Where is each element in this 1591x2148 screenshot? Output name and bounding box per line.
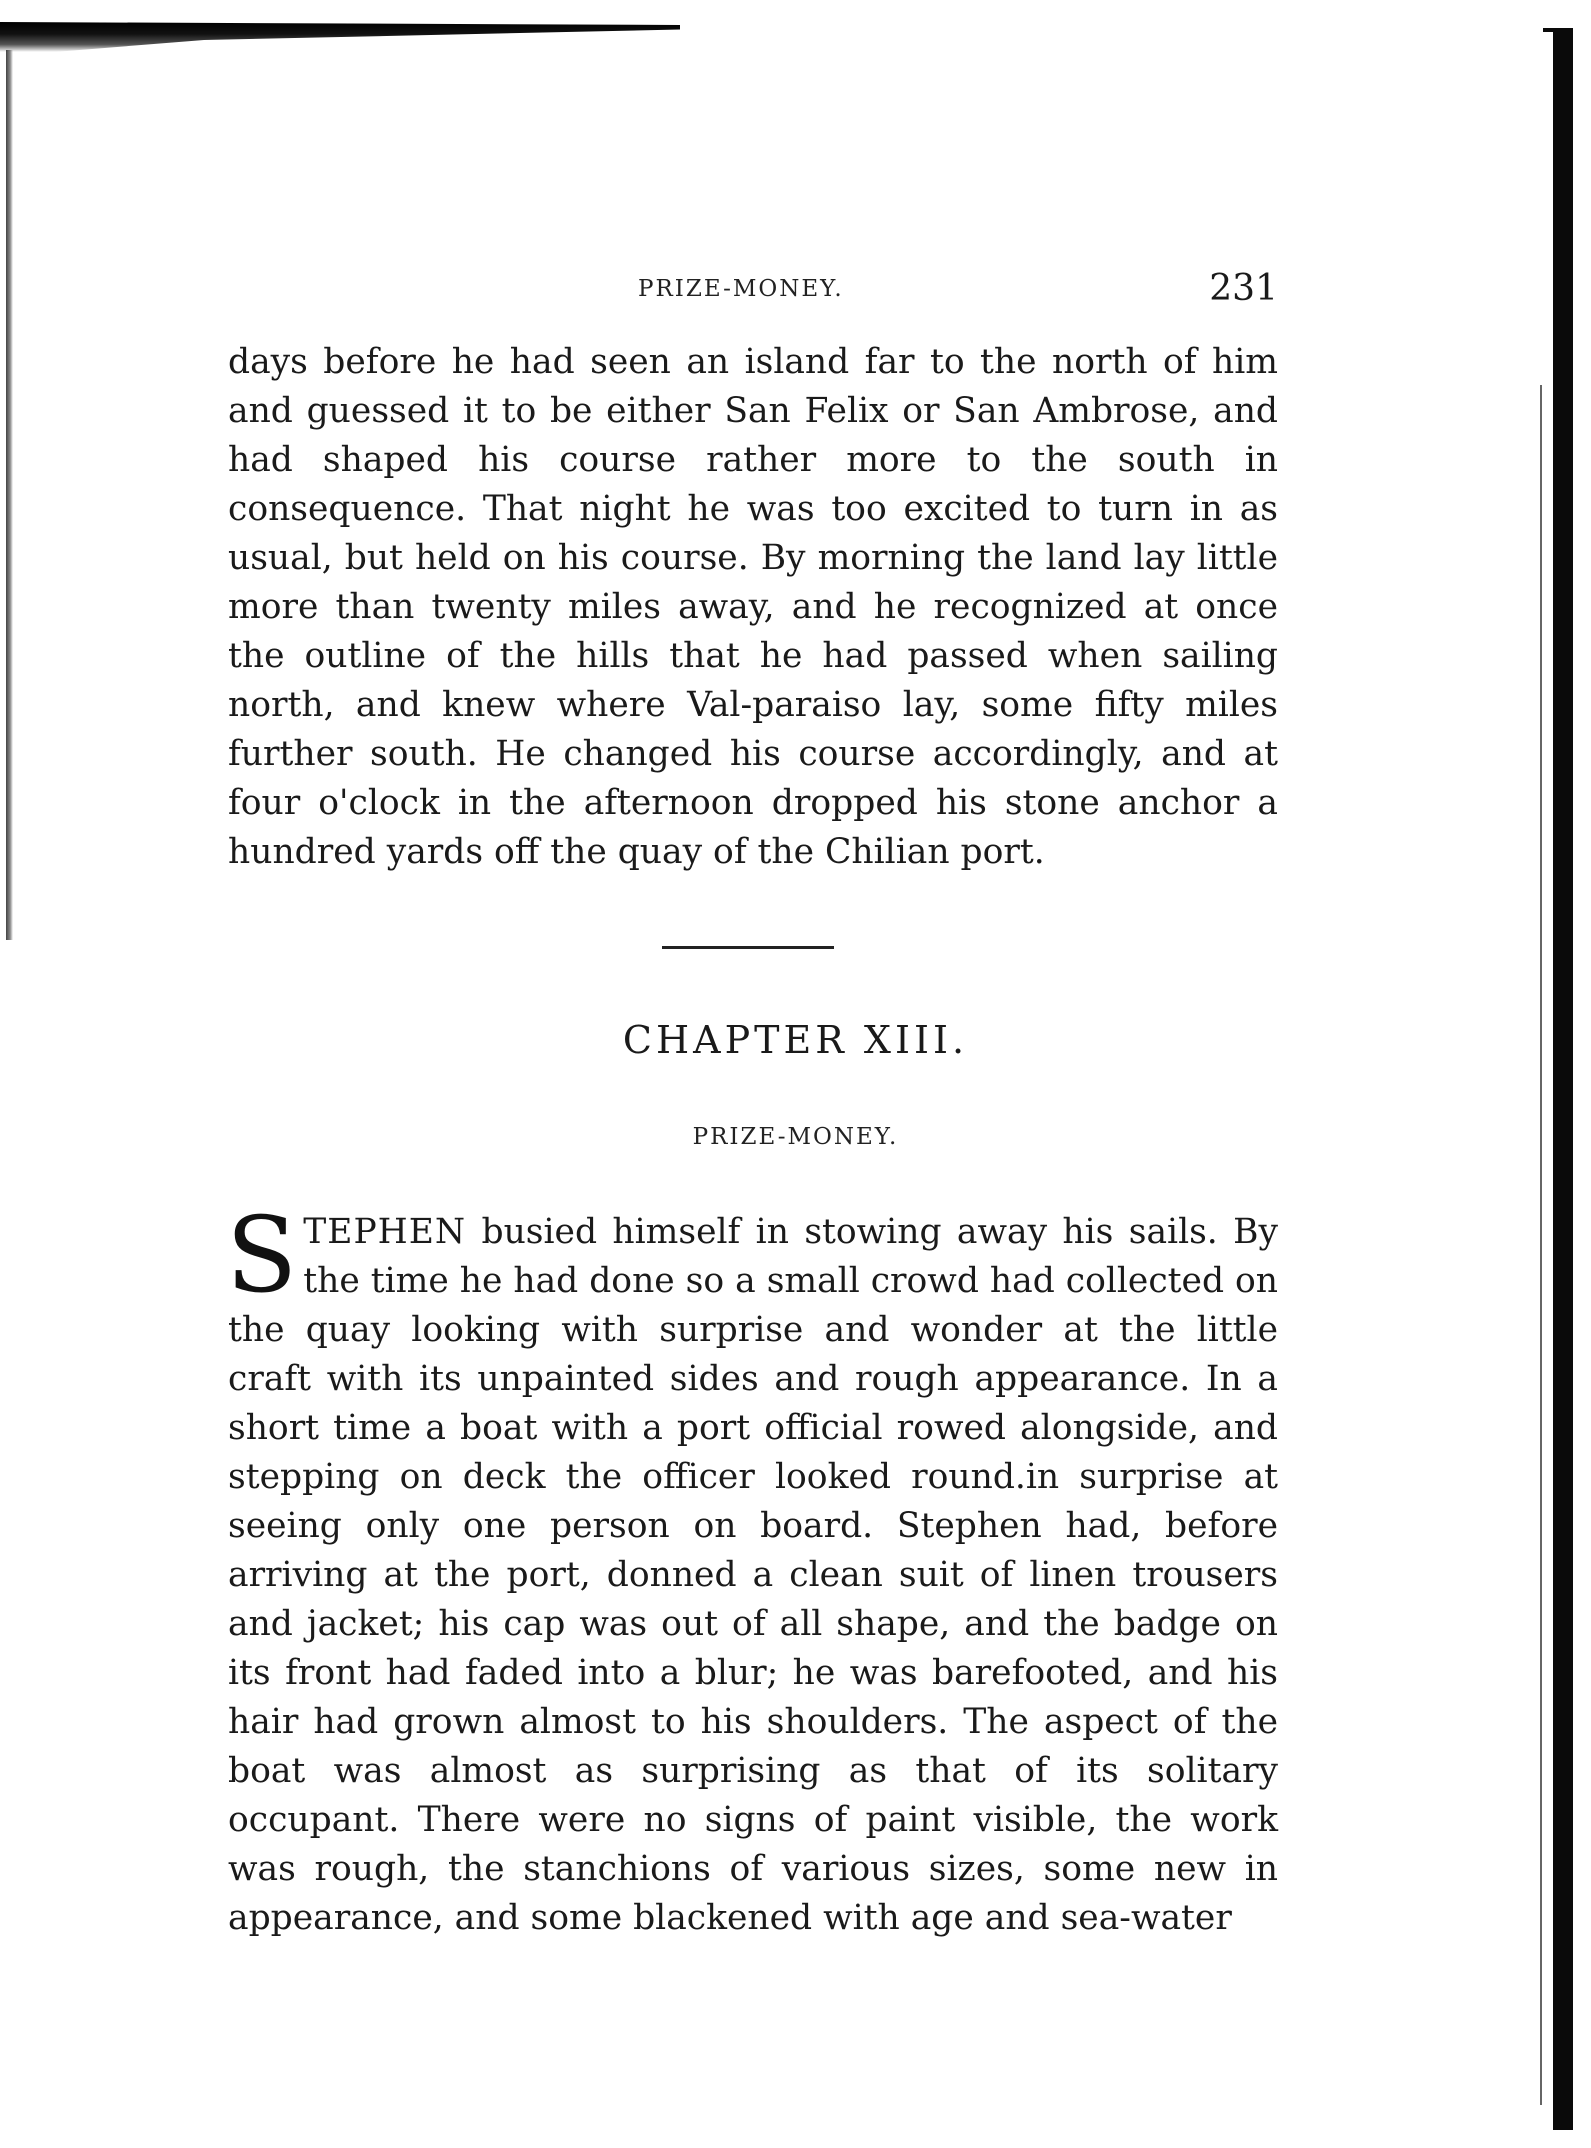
chapter-opening-paragraph bbox=[226, 1194, 1278, 1943]
section-divider-rule bbox=[662, 946, 834, 949]
scan-edge-shadow-right bbox=[1553, 30, 1573, 2130]
running-header bbox=[228, 268, 1278, 318]
chapter-heading: CHAPTER XIII. bbox=[622, 1018, 969, 1062]
scan-edge-line-right bbox=[1540, 385, 1542, 2105]
paragraph-continuation: days before he had seen an island far to the north of him and guessed it to be either San Felix or San Ambrose, and had shaped his course rather more to the south in consequence. That night he was too excited to turn in as usual, but held on his course. By morning the land lay little more than twenty miles away, and he recognized at once the outline of the hills that he had passed when sailing north, and knew where Val-paraiso lay, some fifty miles further south. He changed his course accordingly, and at four o'clock in the afternoon dropped his stone anchor a hundred yards off the quay of the Chilian port. bbox=[228, 342, 1278, 872]
running-title: PRIZE-MONEY. bbox=[638, 276, 844, 302]
drop-cap: S bbox=[226, 1194, 298, 1316]
scan-edge-shadow-top bbox=[0, 22, 680, 52]
lead-word: TEPHEN bbox=[303, 1212, 467, 1252]
page-number: 231 bbox=[1209, 268, 1278, 309]
chapter-subtitle: PRIZE-MONEY. bbox=[692, 1124, 899, 1150]
scan-edge-shadow-left bbox=[6, 50, 13, 940]
paragraph-text: busied himself in stowing away his sails. By the time he had done so a small crowd had collected on the quay looking with surprise and wonder at the little craft with its unpainted sides and rough appearance. In a short time a boat with a port official rowed alongside, and stepping on deck the officer looked round.in surprise at seeing only one person on board. Stephen had, before arriving at the port, donned a clean suit of linen trousers and jacket; his cap was out of all shape, and the badge on its front had faded into a blur; he was barefooted, and his hair had grown almost to his shoulders. The aspect of the boat was almost as surprising as that of its solitary occupant. There were no signs of paint visible, the work was rough, the stanchions of various sizes, some new in appearance, and some blackened with age and sea-water bbox=[228, 1212, 1278, 1938]
